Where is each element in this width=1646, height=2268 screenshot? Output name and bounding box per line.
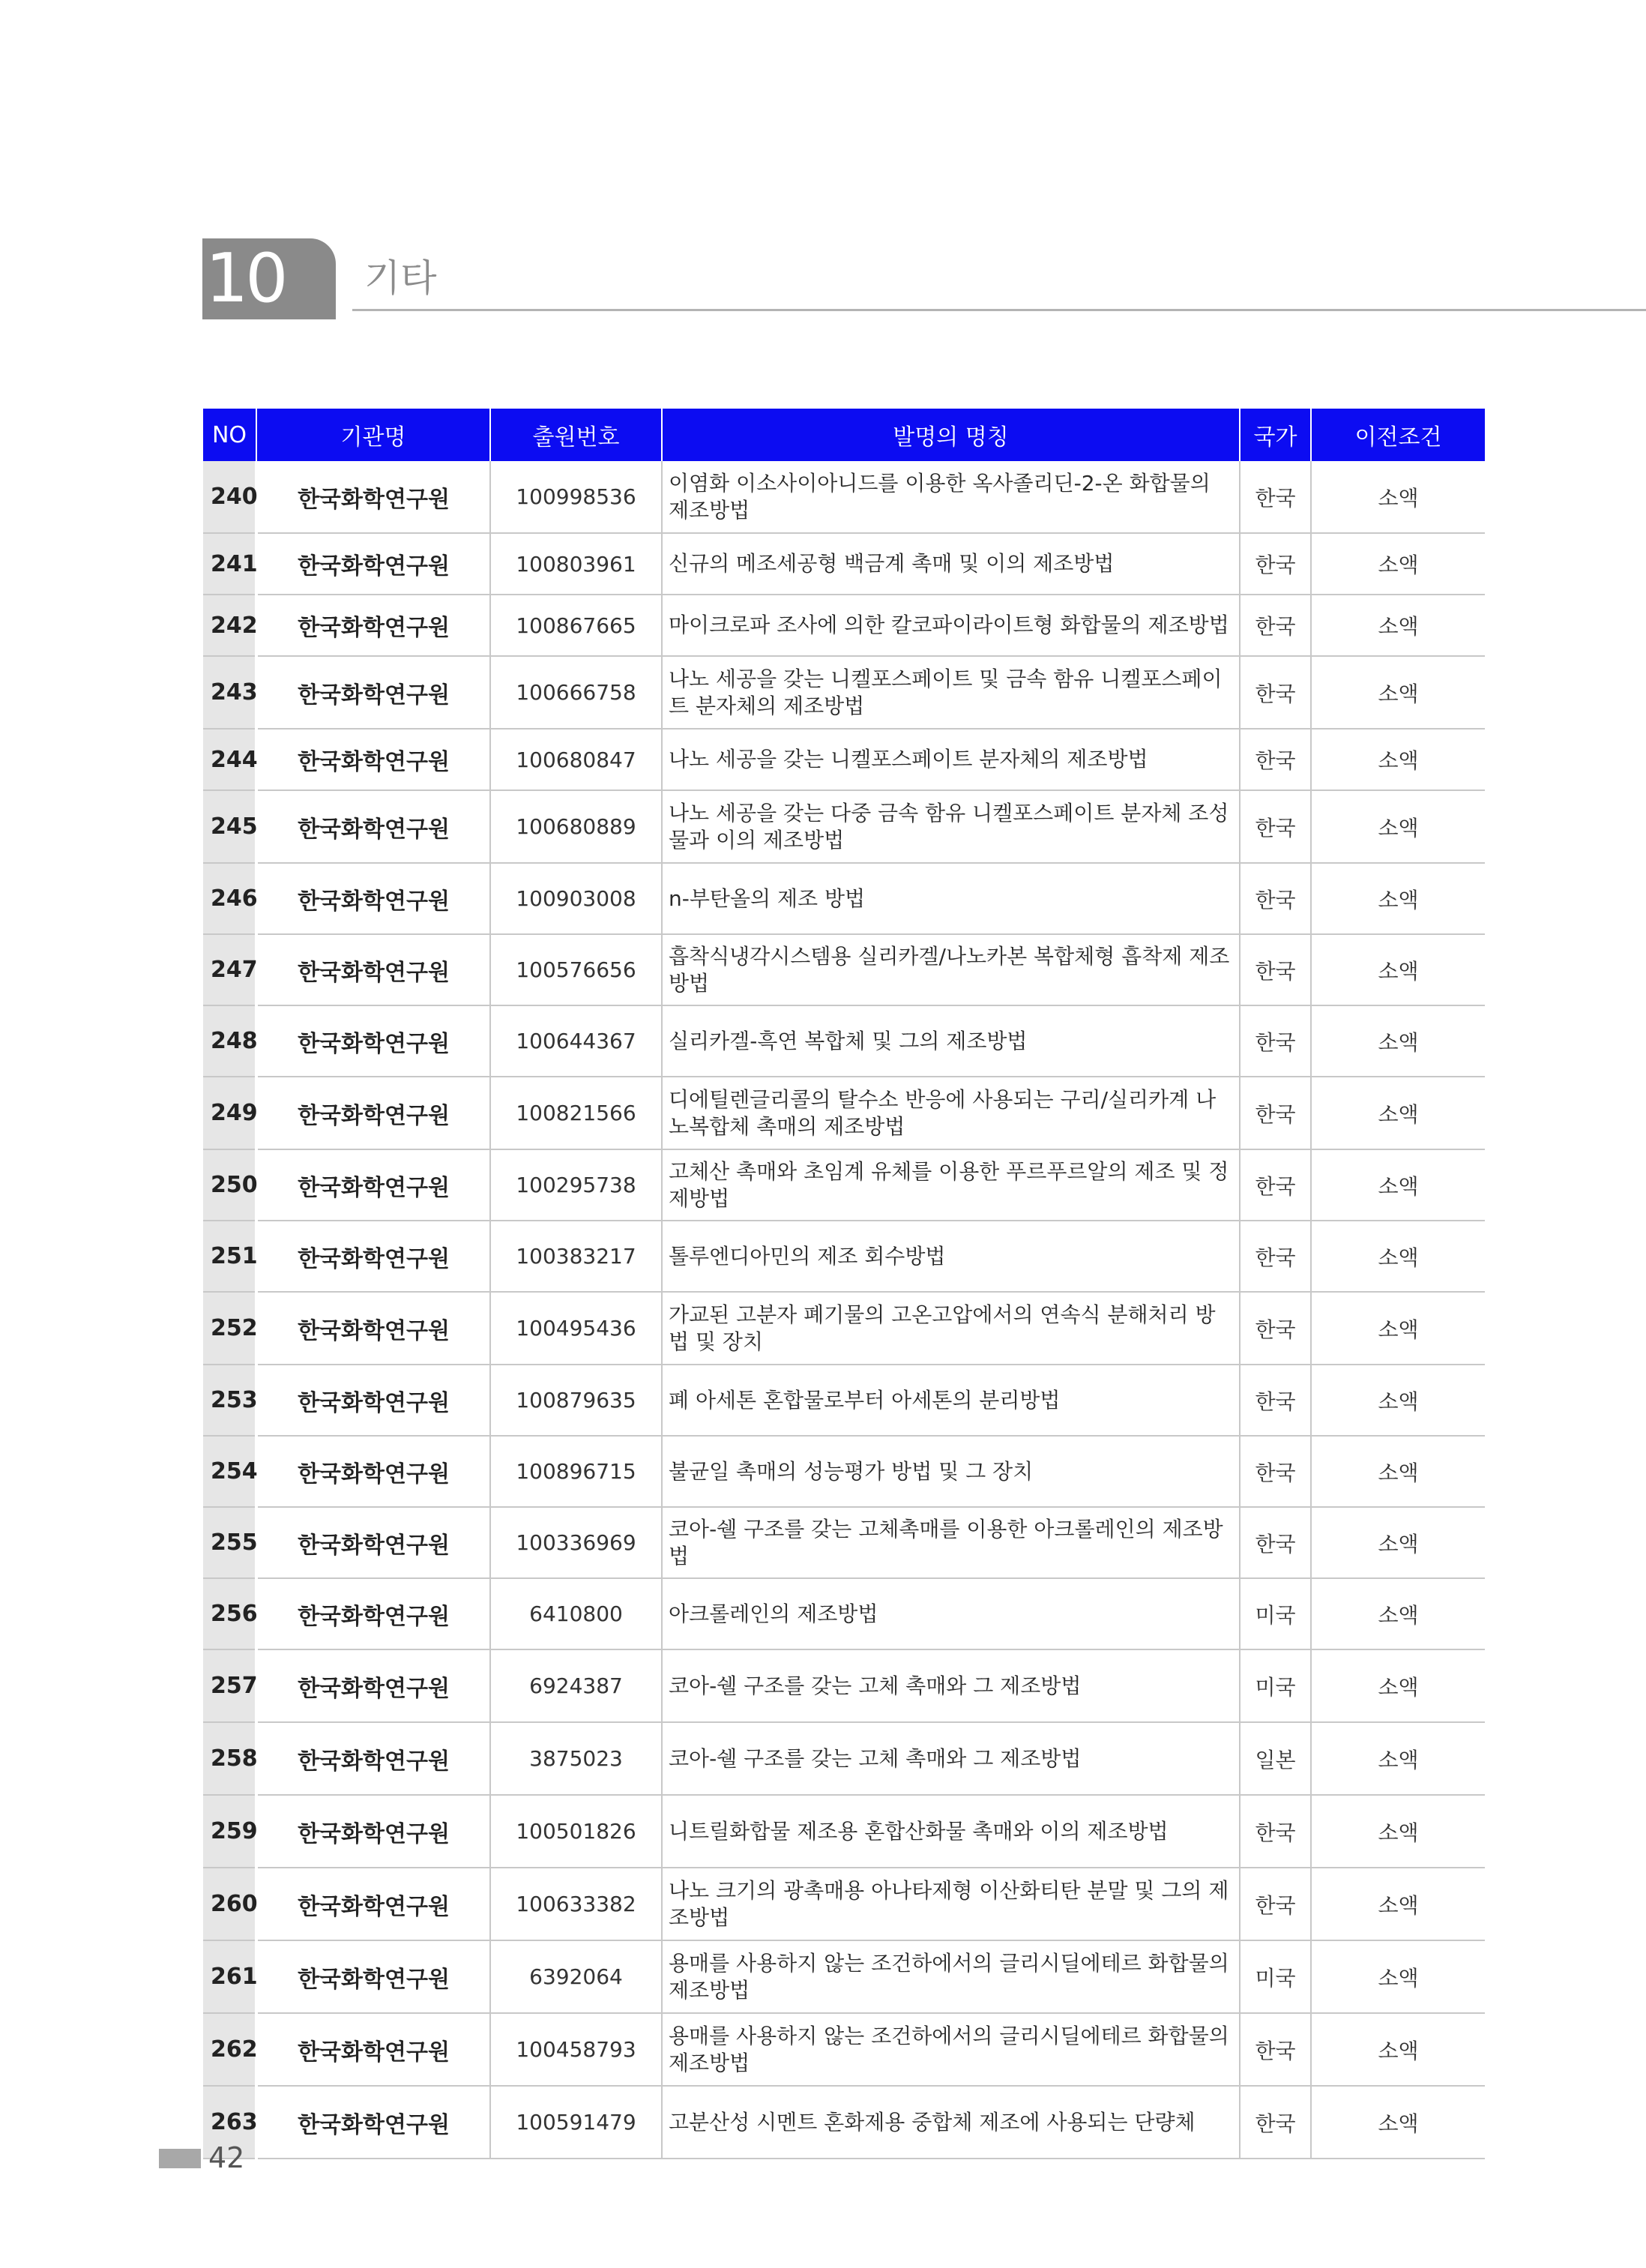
transfer-condition: 소액 (1311, 1649, 1485, 1722)
organization-name: 한국화학연구원 (256, 1221, 490, 1292)
transfer-condition: 소액 (1311, 790, 1485, 863)
row-number: 260 (203, 1868, 256, 1940)
organization-name: 한국화학연구원 (256, 1005, 490, 1077)
transfer-condition: 소액 (1311, 934, 1485, 1005)
invention-title: 나노 세공을 갖는 다중 금속 함유 니켈포스페이트 분자체 조성물과 이의 제조방법 (662, 790, 1240, 863)
table-row (203, 595, 1485, 656)
application-number: 100383217 (490, 1221, 662, 1292)
organization-name: 한국화학연구원 (256, 790, 490, 863)
row-number: 256 (203, 1578, 256, 1649)
country: 한국 (1240, 1868, 1311, 1940)
application-number: 100666758 (490, 656, 662, 729)
application-number: 100680889 (490, 790, 662, 863)
organization-name: 한국화학연구원 (256, 1578, 490, 1649)
transfer-condition: 소액 (1311, 1436, 1485, 1507)
organization-name: 한국화학연구원 (256, 1868, 490, 1940)
invention-title: 실리카겔-흑연 복합체 및 그의 제조방법 (662, 1005, 1240, 1077)
table-row (203, 1578, 1485, 1649)
table-row (203, 729, 1485, 790)
invention-title: 용매를 사용하지 않는 조건하에서의 글리시딜에테르 화합물의 제조방법 (662, 2013, 1240, 2086)
table-row (203, 1722, 1485, 1795)
chapter-title: 기타 (364, 256, 437, 300)
application-number: 100495436 (490, 1292, 662, 1365)
application-number: 6924387 (490, 1649, 662, 1722)
organization-name: 한국화학연구원 (256, 1292, 490, 1365)
country: 한국 (1240, 863, 1311, 934)
row-number: 243 (203, 656, 256, 729)
row-number: 246 (203, 863, 256, 934)
row-number: 262 (203, 2013, 256, 2086)
invention-title: 코아-쉘 구조를 갖는 고체 촉매와 그 제조방법 (662, 1722, 1240, 1795)
country: 한국 (1240, 729, 1311, 790)
patent-table (203, 409, 1485, 2159)
table-row (203, 1436, 1485, 1507)
country: 한국 (1240, 2013, 1311, 2086)
transfer-condition: 소액 (1311, 533, 1485, 595)
page-number: 42 (208, 2141, 245, 2174)
invention-title: 흡착식냉각시스템용 실리카겔/나노카본 복합체형 흡착제 제조 방법 (662, 934, 1240, 1005)
row-number: 241 (203, 533, 256, 595)
application-number: 100903008 (490, 863, 662, 934)
country: 한국 (1240, 533, 1311, 595)
table-row (203, 656, 1485, 729)
application-number: 100295738 (490, 1149, 662, 1221)
row-number: 253 (203, 1365, 256, 1436)
organization-name: 한국화학연구원 (256, 1436, 490, 1507)
transfer-condition: 소액 (1311, 595, 1485, 656)
country: 한국 (1240, 1795, 1311, 1868)
transfer-condition: 소액 (1311, 1221, 1485, 1292)
table-row (203, 461, 1485, 533)
table-row (203, 1077, 1485, 1149)
country: 한국 (1240, 1365, 1311, 1436)
table-row (203, 2013, 1485, 2086)
table-row (203, 1868, 1485, 1940)
invention-title: 불균일 촉매의 성능평가 방법 및 그 장치 (662, 1436, 1240, 1507)
transfer-condition: 소액 (1311, 2086, 1485, 2159)
country: 한국 (1240, 934, 1311, 1005)
application-number: 100501826 (490, 1795, 662, 1868)
transfer-condition: 소액 (1311, 1149, 1485, 1221)
table-row (203, 934, 1485, 1005)
organization-name: 한국화학연구원 (256, 729, 490, 790)
row-number: 258 (203, 1722, 256, 1795)
organization-name: 한국화학연구원 (256, 1077, 490, 1149)
organization-name: 한국화학연구원 (256, 1649, 490, 1722)
country: 미국 (1240, 1578, 1311, 1649)
invention-title: 코아-쉘 구조를 갖는 고체촉매를 이용한 아크롤레인의 제조방법 (662, 1507, 1240, 1578)
organization-name: 한국화학연구원 (256, 1940, 490, 2013)
application-number: 3875023 (490, 1722, 662, 1795)
application-number: 6410800 (490, 1578, 662, 1649)
table-row (203, 1005, 1485, 1077)
invention-title: n-부탄올의 제조 방법 (662, 863, 1240, 934)
organization-name: 한국화학연구원 (256, 595, 490, 656)
country: 한국 (1240, 656, 1311, 729)
transfer-condition: 소액 (1311, 729, 1485, 790)
header-no: NO (203, 409, 256, 461)
transfer-condition: 소액 (1311, 2013, 1485, 2086)
application-number: 100821566 (490, 1077, 662, 1149)
transfer-condition: 소액 (1311, 461, 1485, 533)
row-number: 240 (203, 461, 256, 533)
country: 미국 (1240, 1649, 1311, 1722)
country: 한국 (1240, 461, 1311, 533)
table-header-row (203, 409, 1485, 461)
country: 한국 (1240, 1077, 1311, 1149)
table-row (203, 1507, 1485, 1578)
invention-title: 신규의 메조세공형 백금계 촉매 및 이의 제조방법 (662, 533, 1240, 595)
application-number: 100803961 (490, 533, 662, 595)
chapter-number-tab: 10 (202, 238, 336, 319)
table-row (203, 1649, 1485, 1722)
invention-title: 아크롤레인의 제조방법 (662, 1578, 1240, 1649)
row-number: 247 (203, 934, 256, 1005)
transfer-condition: 소액 (1311, 1507, 1485, 1578)
application-number: 100998536 (490, 461, 662, 533)
row-number: 259 (203, 1795, 256, 1868)
table-row (203, 1795, 1485, 1868)
header-transfer-condition: 이전조건 (1311, 409, 1485, 461)
country: 한국 (1240, 595, 1311, 656)
row-number: 244 (203, 729, 256, 790)
invention-title: 가교된 고분자 폐기물의 고온고압에서의 연속식 분해처리 방법 및 장치 (662, 1292, 1240, 1365)
row-number: 242 (203, 595, 256, 656)
application-number: 100633382 (490, 1868, 662, 1940)
transfer-condition: 소액 (1311, 1940, 1485, 2013)
transfer-condition: 소액 (1311, 1365, 1485, 1436)
invention-title: 마이크로파 조사에 의한 칼코파이라이트형 화합물의 제조방법 (662, 595, 1240, 656)
country: 한국 (1240, 1292, 1311, 1365)
country: 한국 (1240, 790, 1311, 863)
row-number: 250 (203, 1149, 256, 1221)
table-row (203, 2086, 1485, 2159)
organization-name: 한국화학연구원 (256, 863, 490, 934)
row-number: 251 (203, 1221, 256, 1292)
invention-title: 나노 크기의 광촉매용 아나타제형 이산화티탄 분말 및 그의 제조방법 (662, 1868, 1240, 1940)
application-number: 100576656 (490, 934, 662, 1005)
organization-name: 한국화학연구원 (256, 656, 490, 729)
row-number: 254 (203, 1436, 256, 1507)
invention-title: 니트릴화합물 제조용 혼합산화물 촉매와 이의 제조방법 (662, 1795, 1240, 1868)
invention-title: 고체산 촉매와 초임계 유체를 이용한 푸르푸르알의 제조 및 정제방법 (662, 1149, 1240, 1221)
country: 일본 (1240, 1722, 1311, 1795)
organization-name: 한국화학연구원 (256, 461, 490, 533)
application-number: 6392064 (490, 1940, 662, 2013)
country: 한국 (1240, 2086, 1311, 2159)
row-number: 257 (203, 1649, 256, 1722)
row-number: 249 (203, 1077, 256, 1149)
transfer-condition: 소액 (1311, 1077, 1485, 1149)
table-row (203, 863, 1485, 934)
country: 한국 (1240, 1507, 1311, 1578)
organization-name: 한국화학연구원 (256, 934, 490, 1005)
organization-name: 한국화학연구원 (256, 1795, 490, 1868)
header-country: 국가 (1240, 409, 1311, 461)
row-number: 263 (203, 2086, 256, 2159)
country: 한국 (1240, 1436, 1311, 1507)
header-application-number: 출원번호 (490, 409, 662, 461)
country: 한국 (1240, 1221, 1311, 1292)
application-number: 100458793 (490, 2013, 662, 2086)
row-number: 245 (203, 790, 256, 863)
header-org: 기관명 (256, 409, 490, 461)
table-row (203, 1149, 1485, 1221)
organization-name: 한국화학연구원 (256, 1149, 490, 1221)
invention-title: 톨루엔디아민의 제조 회수방법 (662, 1221, 1240, 1292)
organization-name: 한국화학연구원 (256, 2086, 490, 2159)
transfer-condition: 소액 (1311, 1868, 1485, 1940)
transfer-condition: 소액 (1311, 863, 1485, 934)
row-number: 248 (203, 1005, 256, 1077)
organization-name: 한국화학연구원 (256, 1722, 490, 1795)
application-number: 100336969 (490, 1507, 662, 1578)
transfer-condition: 소액 (1311, 1795, 1485, 1868)
invention-title: 용매를 사용하지 않는 조건하에서의 글리시딜에테르 화합물의 제조방법 (662, 1940, 1240, 2013)
application-number: 100867665 (490, 595, 662, 656)
transfer-condition: 소액 (1311, 1722, 1485, 1795)
organization-name: 한국화학연구원 (256, 2013, 490, 2086)
transfer-condition: 소액 (1311, 1005, 1485, 1077)
invention-title: 나노 세공을 갖는 니켈포스페이트 및 금속 함유 니켈포스페이트 분자체의 제조방법 (662, 656, 1240, 729)
table-row (203, 533, 1485, 595)
invention-title: 나노 세공을 갖는 니켈포스페이트 분자체의 제조방법 (662, 729, 1240, 790)
application-number: 100644367 (490, 1005, 662, 1077)
application-number: 100896715 (490, 1436, 662, 1507)
row-number: 255 (203, 1507, 256, 1578)
page-number-marker (159, 2149, 201, 2168)
invention-title: 이염화 이소사이아니드를 이용한 옥사졸리딘-2-온 화합물의 제조방법 (662, 461, 1240, 533)
invention-title: 고분산성 시멘트 혼화제용 중합체 제조에 사용되는 단량체 (662, 2086, 1240, 2159)
table-row (203, 1365, 1485, 1436)
organization-name: 한국화학연구원 (256, 533, 490, 595)
table-row (203, 790, 1485, 863)
organization-name: 한국화학연구원 (256, 1507, 490, 1578)
country: 한국 (1240, 1149, 1311, 1221)
invention-title: 폐 아세톤 혼합물로부터 아세톤의 분리방법 (662, 1365, 1240, 1436)
country: 미국 (1240, 1940, 1311, 2013)
transfer-condition: 소액 (1311, 656, 1485, 729)
application-number: 100591479 (490, 2086, 662, 2159)
table-row (203, 1940, 1485, 2013)
invention-title: 코아-쉘 구조를 갖는 고체 촉매와 그 제조방법 (662, 1649, 1240, 1722)
organization-name: 한국화학연구원 (256, 1365, 490, 1436)
table-row (203, 1292, 1485, 1365)
application-number: 100680847 (490, 729, 662, 790)
country: 한국 (1240, 1005, 1311, 1077)
application-number: 100879635 (490, 1365, 662, 1436)
row-number: 252 (203, 1292, 256, 1365)
table-row (203, 1221, 1485, 1292)
transfer-condition: 소액 (1311, 1292, 1485, 1365)
row-number: 261 (203, 1940, 256, 2013)
invention-title: 디에틸렌글리콜의 탈수소 반응에 사용되는 구리/실리카계 나노복합체 촉매의 제조방법 (662, 1077, 1240, 1149)
transfer-condition: 소액 (1311, 1578, 1485, 1649)
header-invention-title: 발명의 명칭 (662, 409, 1240, 461)
chapter-divider (352, 309, 1646, 311)
